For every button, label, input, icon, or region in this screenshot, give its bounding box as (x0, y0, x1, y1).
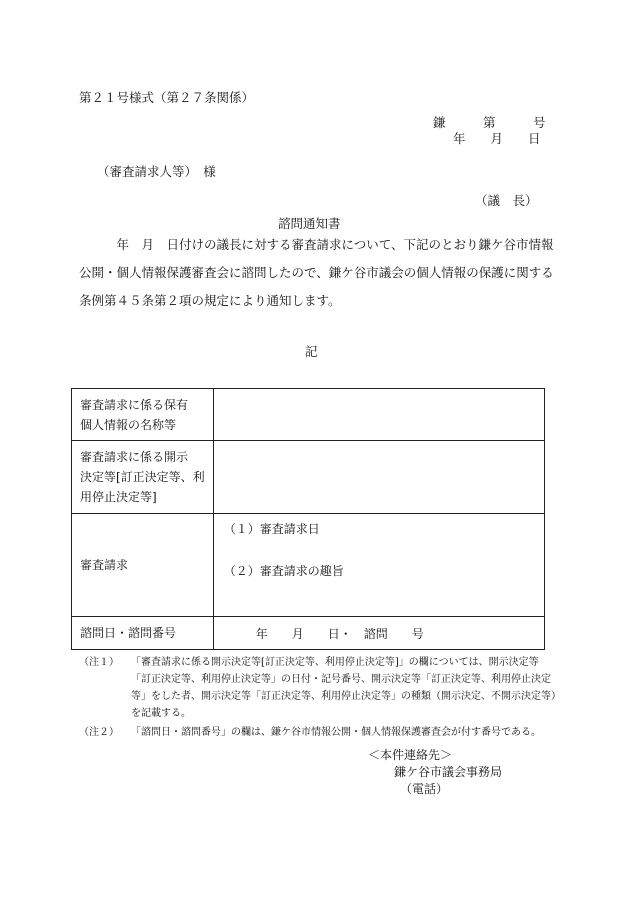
label-cell-inquiry-date: 諮問日・諮問番号 (72, 617, 214, 650)
table-row (72, 617, 545, 650)
contact-phone: （電話） (400, 782, 449, 796)
document-number: 鎌 第 号 (433, 115, 546, 130)
issue-date: 年 月 日 (453, 131, 541, 146)
contact-block (368, 747, 502, 798)
value-cell-inquiry-date: 年 月 日・ 諮問 号 (213, 617, 544, 650)
table-row (72, 514, 545, 617)
document-title: 諮問通知書 (278, 216, 341, 231)
label-cell-disclosure-decision: 審査請求に係る開示 決定等[訂正決定等、利 用停止決定等] (72, 441, 214, 514)
value-cell-disclosure-decision (213, 441, 544, 514)
body-line: 年 月 日付けの議長に対する審査請求について、下記のとおり鎌ケ谷市情報 (79, 237, 554, 252)
label-cell-request: 審査請求 (72, 514, 214, 617)
table-row (72, 441, 545, 514)
value-cell-holding-info (213, 389, 544, 441)
request-purpose-item: （２）審査請求の趣旨 (223, 564, 344, 578)
body-line: 公開・個人情報保護審査会に諮問したので、鎌ケ谷市議会の個人情報の保護に関する (79, 265, 554, 280)
value-cell-request (213, 514, 544, 617)
form-number: 第２１号様式（第２７条関係） (79, 90, 255, 105)
body-line: 条例第４５条第２項の規定により通知します。 (79, 293, 341, 308)
note-2: （注２） 「諮問日・諮問番号」の欄は、鎌ケ谷市情報公開・個人情報保護審査会が付す番号である。 (79, 727, 541, 738)
body-paragraph (79, 231, 554, 315)
notes (79, 654, 559, 741)
addressee: （審査請求人等） 様 (97, 164, 216, 179)
label-cell-holding-info: 審査請求に係る保有 個人情報の名称等 (72, 389, 214, 441)
request-date-item: （１）審査請求日 (223, 522, 320, 536)
contact-office: 鎌ケ谷市議会事務局 (394, 765, 503, 779)
table-row (72, 389, 545, 441)
inquiry-table (71, 388, 545, 650)
ki-label: 記 (305, 344, 318, 359)
contact-heading: ＜本件連絡先＞ (368, 748, 453, 762)
note-1: （注１） 「審査請求に係る開示決定等[訂正決定等、利用停止決定等]」の欄については、開示決定等 「訂正決定等、利用停止決定等」の日付・記号番号、開示決定等「訂正決定等、利用停止決定 等」をした者、開示決定等「訂正決定等、利用停止決定等」の種類（開示決定、不開示決定等） を記載する。 (79, 657, 561, 719)
sender: （議 長） (475, 193, 538, 208)
